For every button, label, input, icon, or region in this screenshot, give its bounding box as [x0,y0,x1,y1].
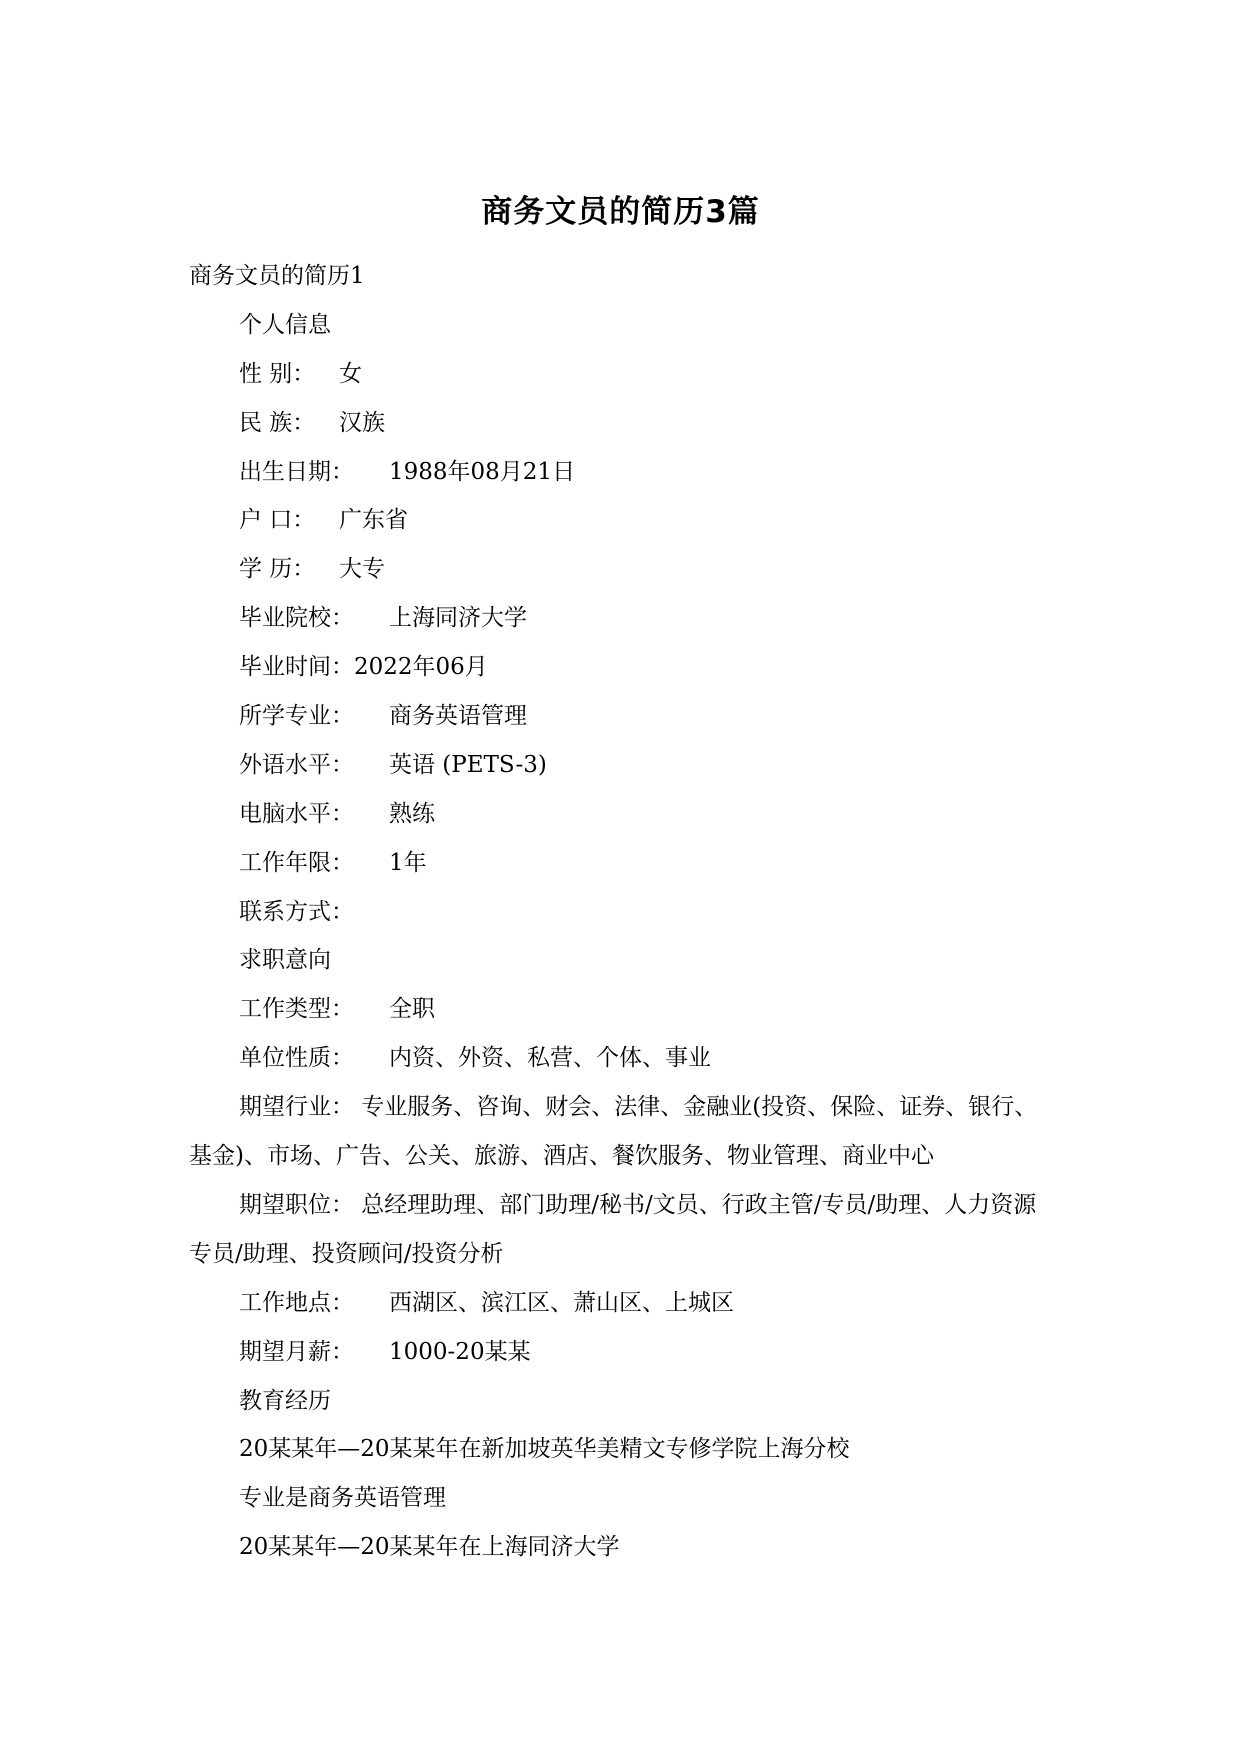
intent-location [189,1279,1049,1328]
field-label: 工作地点： [239,1289,354,1316]
field-gender [189,350,1049,399]
field-value: 上海同济大学 [389,605,527,632]
field-graduation-date [189,643,1049,692]
field-value: 内资、外资、私营、个体、事业 [389,1045,711,1072]
field-value: 熟练 [389,800,435,827]
education-entry: 20某某年—20某某年在上海同济大学 [239,1534,620,1561]
field-major [189,692,1049,741]
resume-subtitle: 商务文员的简历1 [189,263,365,289]
field-hukou [189,496,1049,545]
field-value: 1000-20某某 [389,1338,531,1365]
field-label: 性 别： [239,360,316,387]
section-heading-intent: 求职意向 [239,947,331,974]
field-value: 商务英语管理 [389,703,527,730]
education-entry: 专业是商务英语管理 [239,1485,446,1512]
field-contact [189,888,1049,937]
field-education-level [189,545,1049,594]
field-work-years [189,839,1049,888]
field-label: 民 族： [239,409,316,436]
field-label: 毕业时间： [239,654,354,681]
education-entry: 20某某年—20某某年在新加坡英华美精文专修学院上海分校 [239,1436,850,1463]
field-label: 毕业院校： [239,605,354,632]
field-label: 联系方式： [239,898,354,925]
intent-job-type [189,985,1049,1034]
intent-industry: 期望行业： 专业服务、咨询、财会、法律、金融业(投资、保险、证券、银行、基金)、市场、广告、公关、旅游、酒店、餐饮服务、物业管理、商业中心 [189,1094,1038,1170]
field-language-level [189,741,1049,790]
section-heading-education: 教育经历 [239,1387,331,1414]
field-computer-level [189,790,1049,839]
field-label: 出生日期： [239,458,354,485]
intent-unit-type [189,1034,1049,1083]
intent-salary [189,1328,1049,1377]
field-value: 2022年06月 [354,654,488,681]
field-label: 工作类型： [239,996,354,1023]
field-label: 工作年限： [239,849,354,876]
field-birthdate [189,448,1049,497]
field-value: 西湖区、滨江区、萧山区、上城区 [389,1289,734,1316]
field-value: 女 [339,360,362,387]
field-label: 外语水平： [239,751,354,778]
field-label: 单位性质： [239,1045,354,1072]
field-label: 所学专业： [239,703,354,730]
field-value: 广东省 [339,507,408,534]
document-title: 商务文员的简历3篇 [481,194,760,230]
field-value: 英语 (PETS-3) [389,751,547,778]
field-label: 户 口： [239,507,316,534]
field-label: 学 历： [239,556,316,583]
field-school [189,594,1049,643]
field-value: 汉族 [339,409,385,436]
field-ethnicity [189,399,1049,448]
section-heading-personal: 个人信息 [239,311,331,338]
document-body [189,252,1049,1572]
field-value: 全职 [389,996,435,1023]
intent-position: 期望职位： 总经理助理、部门助理/秘书/文员、行政主管/专员/助理、人力资源专员/助理、投资顾问/投资分析 [189,1191,1037,1267]
field-label: 期望月薪： [239,1338,354,1365]
field-value: 1年 [389,849,427,876]
field-value: 1988年08月21日 [389,458,576,485]
field-value: 大专 [339,556,385,583]
field-label: 电脑水平： [239,800,354,827]
